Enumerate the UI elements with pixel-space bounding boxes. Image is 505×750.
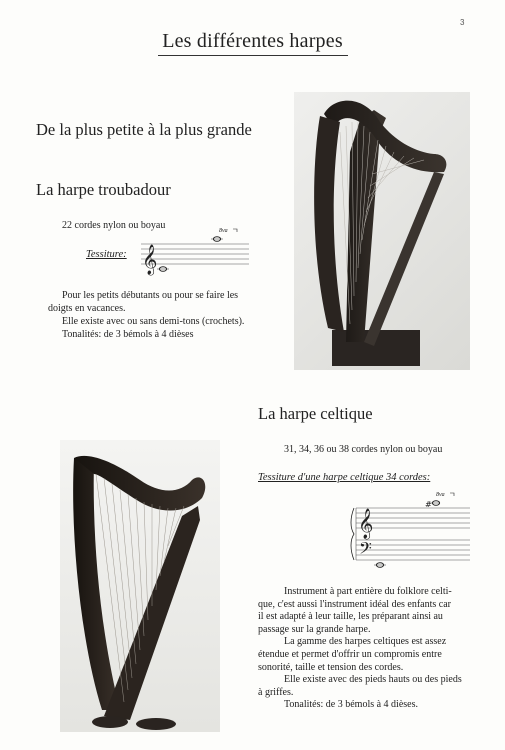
octave-bracket-icon [233,229,237,232]
celtique-p3-line1: Elle existe avec des pieds hauts ou des pieds [284,674,462,686]
page-subtitle: De la plus petite à la plus grande [36,120,252,139]
treble-clef-icon: 𝄞 [358,509,374,539]
celtique-p2-line3: sonorité, taille et tension des cordes. [258,661,404,673]
celtique-strings: 31, 34, 36 ou 38 cordes nylon ou boyau [284,444,443,455]
celtique-p1-line4: passage sur la grande harpe. [258,623,371,635]
celtique-harp-icon [60,440,220,732]
troubadour-harp-icon [294,92,470,370]
octave-mark: 8va [436,492,445,498]
troubadour-para2: Elle existe avec ou sans demi-tons (crochets). [62,316,245,327]
celtique-p1-line1: Instrument à part entière du folklore celti- [284,586,452,597]
troubadour-tessiture-label: Tessiture: [86,249,127,260]
troubadour-harp-photo [294,92,470,370]
celtique-p3-line2: à griffes. [258,686,294,698]
troubadour-strings: 22 cordes nylon ou boyau [62,220,166,231]
celtique-harp-photo [60,440,220,732]
celtique-p1-line3: il est adapté à leur taille, les préparant ainsi au [258,611,443,623]
troubadour-staff [141,224,251,275]
treble-clef-icon: 𝄞 [142,245,158,275]
title-underline [158,55,348,56]
troubadour-para1-line1: Pour les petits débutants ou pour se faire les [62,290,239,301]
celtique-heading: La harpe celtique [258,404,373,423]
page-title: Les différentes harpes [162,30,343,52]
celtique-description [258,586,470,712]
octave-bracket-icon [450,493,454,496]
page-number: 3 [460,18,465,27]
octave-mark: 8va [219,228,228,234]
celtique-p4: Tonalités: de 3 bémols à 4 dièses. [284,699,418,711]
celtique-p2-line1: La gamme des harpes celtiques est assez [284,636,447,648]
celtique-grand-staff [352,488,474,570]
brace-icon [351,508,354,560]
sharp-icon: # [425,500,432,509]
celtique-tessiture-label: Tessiture d'une harpe celtique 34 cordes: [258,472,431,483]
celtique-p2-line2: étendue et permet d'offrir un compromis entre [258,648,442,660]
troubadour-para3: Tonalités: de 3 bémols à 4 dièses [62,329,194,340]
bass-clef-icon: 𝄢 [359,538,372,562]
celtique-p1-line2: que, c'est aussi l'instrument idéal des enfants car [258,598,451,610]
troubadour-para1-line2: doigts en vacances. [48,303,126,314]
troubadour-heading: La harpe troubadour [36,180,171,199]
